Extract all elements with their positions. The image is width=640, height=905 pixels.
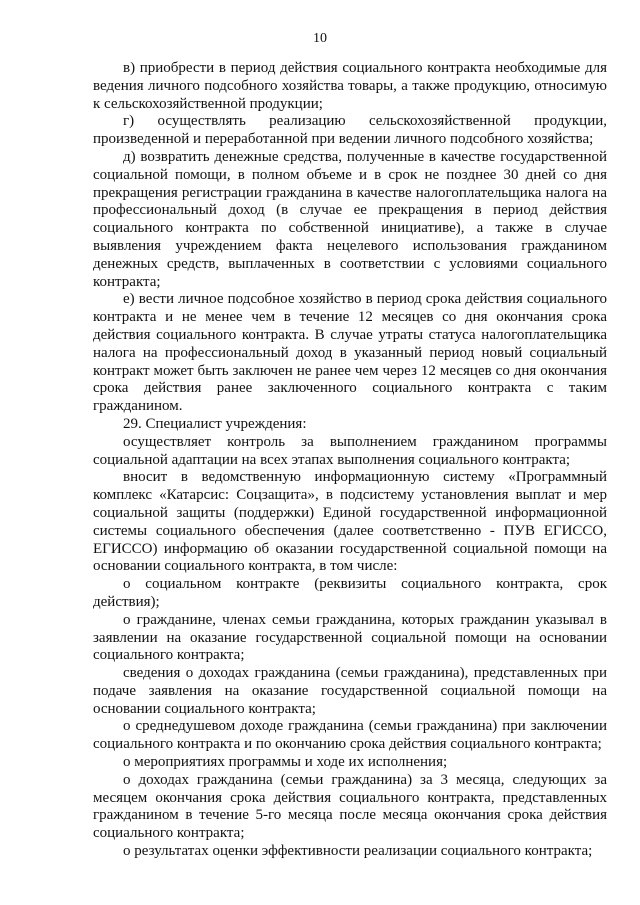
paragraph-average-income: о среднедушевом доходе гражданина (семьи гражданина) при заключении социального контракта и по окончанию срока действия социального контракта; xyxy=(93,718,607,753)
paragraph-program-events: о мероприятиях программы и ходе их исполнения; xyxy=(123,754,448,771)
page-number: 10 xyxy=(313,31,327,46)
paragraph-income-3-months: о доходах гражданина (семьи гражданина) за 3 месяца, следующих за месяцем окончания срока действия социального контракта, представленных гражданином в течение 5-го месяца после месяца окончания срока действия социального контракта; xyxy=(93,771,607,842)
paragraph-contract-info: о социальном контракте (реквизиты социального контракта, срок действия); xyxy=(93,576,607,610)
paragraph-efficiency: о результатах оценки эффективности реализации социального контракта; xyxy=(123,843,593,860)
document-body xyxy=(93,60,607,861)
paragraph-income-info: сведения о доходах гражданина (семьи гражданина), представленных при подаче заявления на оказание государственной социальной помощи на основании социального контракта; xyxy=(93,665,607,717)
paragraph-v: в) приобрести в период действия социального контракта необходимые для ведения личного подсобного хозяйства товары, а также продукцию, относимую к сельскохозяйственной продукции; xyxy=(93,60,607,112)
paragraph-egisso: вносит в ведомственную информационную систему «Программный комплекс «Катарсис: Соцзащита», в подсистему установления выплат и мер социальной защиты (поддержки) Единой государственной информационной системы социального обеспечения (далее соответственно - ПУВ ЕГИССО, ЕГИССО) информацию об оказании государственной социальной помощи на основании социального контракта, в том числе: xyxy=(93,469,607,575)
paragraph-e: е) вести личное подсобное хозяйство в период срока действия социального контракта и не менее чем в течение 12 месяцев со дня окончания срока действия социального контракта. В случае утраты статуса налогоплательщика налога на профессиональный доход в указанный период новый социальный контракт может быть заключен не ранее чем через 12 месяцев со дня окончания срока действия ранее заключенного социального контракта с таким гражданином. xyxy=(93,291,607,415)
paragraph-29-heading: 29. Специалист учреждения: xyxy=(123,415,307,432)
paragraph-g: г) осуществлять реализацию сельскохозяйственной продукции, произведенной и переработанной при ведении личного подсобного хозяйства; xyxy=(93,113,607,148)
paragraph-d: д) возвратить денежные средства, полученные в качестве государственной социальной помощи, в полном объеме и в срок не позднее 30 дней со дня прекращения регистрации гражданина в качестве налогоплательщика налога на профессиональный доход (в случае ее прекращения в период действия социального контракта по собственной инициативе), а также в случае выявления учреждением факта нецелевого использования гражданином денежных средств, выплаченных в соответствии с условиями социального контракта; xyxy=(93,148,607,290)
paragraph-control: осуществляет контроль за выполнением гражданином программы социальной адаптации на всех этапах выполнения социального контракта; xyxy=(93,433,607,468)
paragraph-citizen-info: о гражданине, членах семьи гражданина, которых гражданин указывал в заявлении на оказание государственной социальной помощи на основании социального контракта; xyxy=(93,611,607,664)
